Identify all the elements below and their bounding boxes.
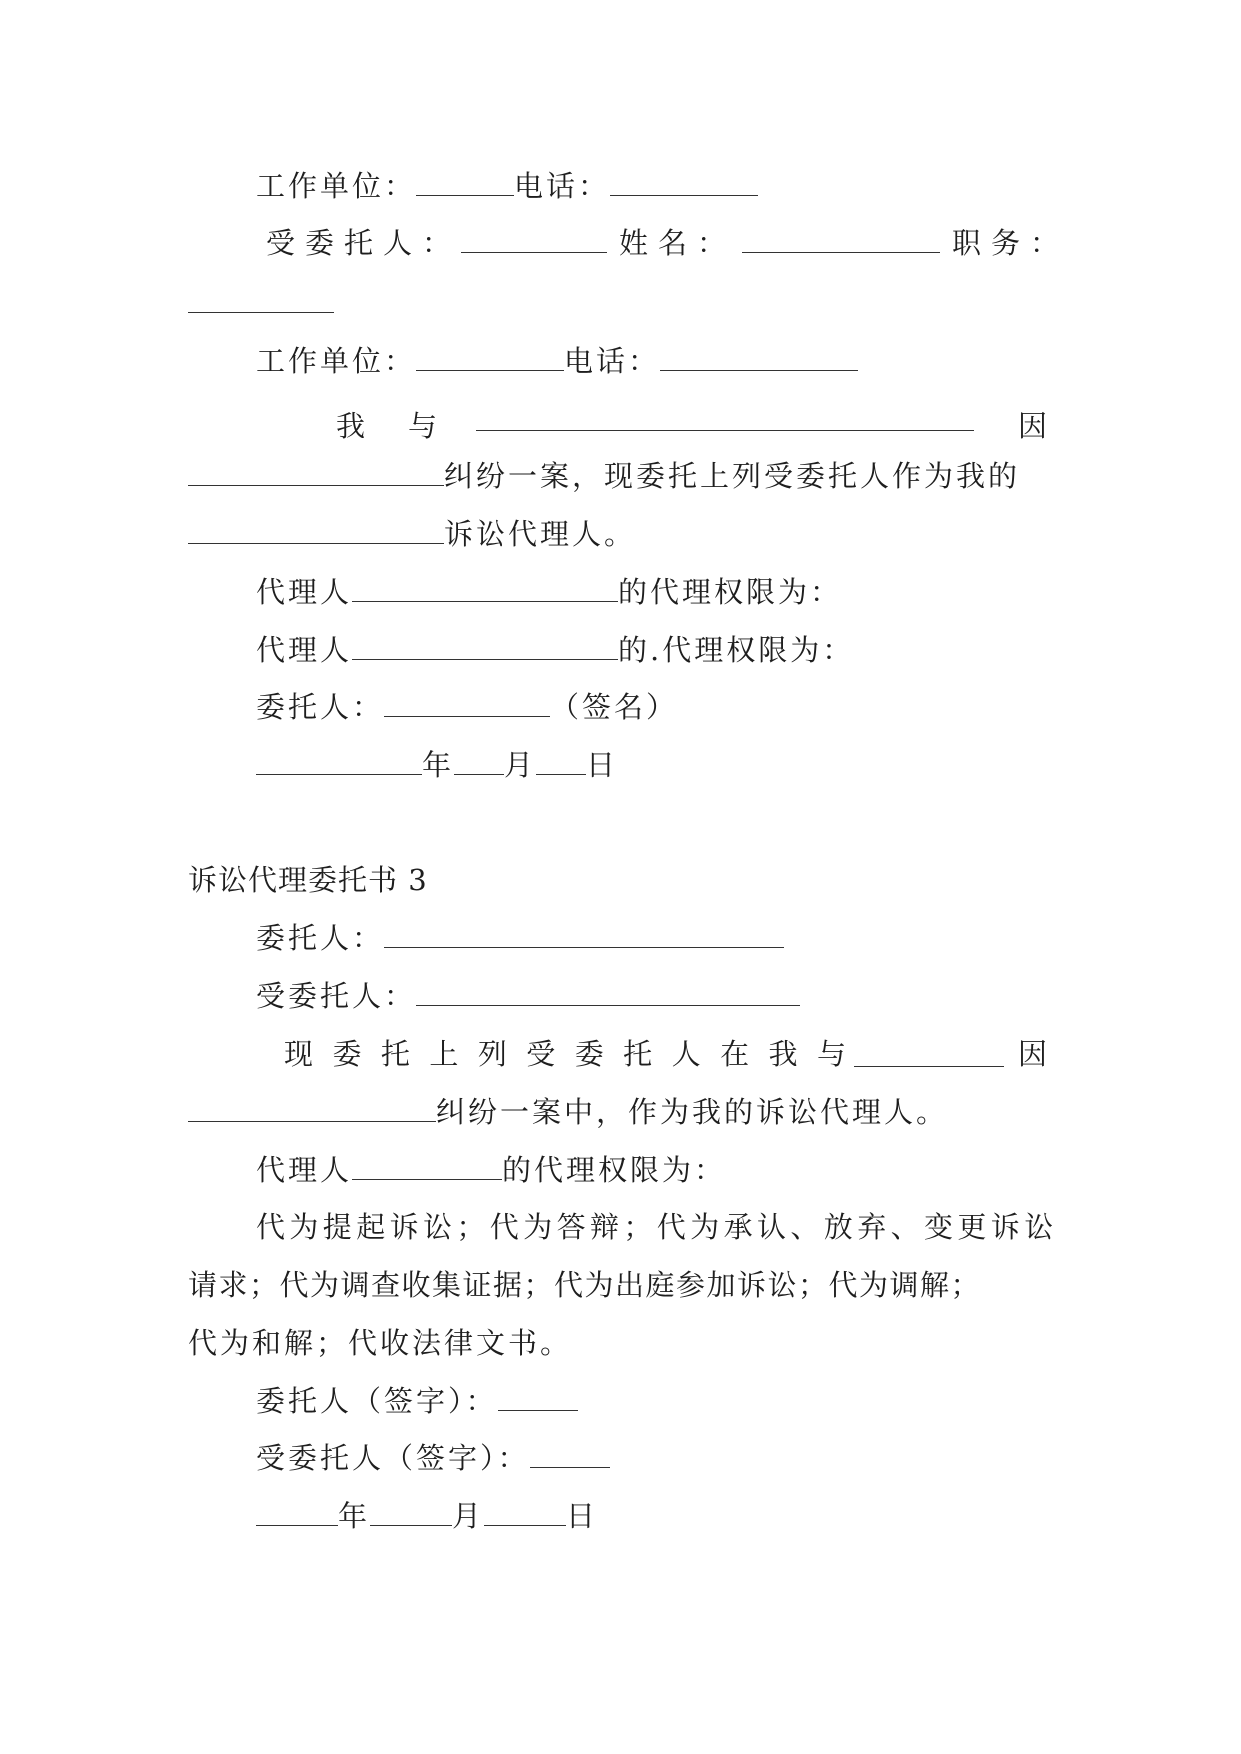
s3-powers-line-1 — [256, 1210, 1058, 1244]
duty-label: 职务： — [952, 226, 1070, 260]
section-3-title-text: 诉讼代理委托书 3 — [188, 863, 428, 897]
phone-blank — [610, 173, 758, 196]
s3-word: 托 — [623, 1037, 653, 1071]
s3-powers-line-2-text: 请求；代为调查收集证据；代为出庭参加诉讼；代为调解； — [188, 1268, 982, 1302]
statement-line-1 — [0, 404, 1241, 444]
statement-word-yu: 与 — [408, 409, 438, 443]
s3-statement-line-2 — [188, 1095, 949, 1129]
s3-statement-line-2-text: 纠纷一案中，作为我的诉讼代理人。 — [436, 1095, 949, 1129]
phone-label-2: 电话： — [564, 344, 661, 378]
section-3-title — [188, 863, 428, 897]
s3-dispute-blank — [188, 1099, 436, 1122]
s3-authority-suffix: 的代理权限为： — [502, 1153, 727, 1187]
phone-blank-2 — [660, 348, 858, 371]
s3-principal-sign-blank — [498, 1388, 578, 1411]
s3-day-blank — [484, 1503, 566, 1526]
statement-word-wo: 我 — [336, 409, 366, 443]
principal-blank — [384, 694, 550, 717]
s3-authority-row — [256, 1153, 727, 1187]
year-blank — [256, 752, 422, 775]
s3-word: 上 — [429, 1037, 459, 1071]
s3-principal-row — [256, 921, 784, 955]
s3-statement-words — [284, 1037, 846, 1071]
s3-authority-prefix: 代理人 — [256, 1153, 353, 1187]
agent-type-blank — [188, 521, 444, 544]
authority-1-prefix: 代理人 — [256, 575, 353, 609]
s3-word: 我 — [768, 1037, 798, 1071]
s3-agent-label: 受委托人： — [256, 979, 417, 1013]
authority-row-2 — [256, 633, 855, 667]
s3-powers-line-3-text: 代为和解；代收法律文书。 — [188, 1326, 573, 1360]
s3-word: 托 — [380, 1037, 410, 1071]
s3-powers-line-2 — [188, 1268, 982, 1302]
s3-word: 受 — [526, 1037, 556, 1071]
sign-note: （签名） — [550, 690, 679, 724]
s3-powers-line-3 — [188, 1326, 573, 1360]
s3-word: 人 — [671, 1037, 701, 1071]
s3-authority-blank — [352, 1157, 502, 1180]
name-label: 姓名： — [619, 226, 737, 260]
authority-2-suffix: 的.代理权限为： — [618, 633, 855, 667]
s3-year-label: 年 — [338, 1499, 371, 1533]
s3-agent-row — [256, 979, 800, 1013]
s3-principal-sign-label: 委托人（签字）： — [256, 1384, 498, 1418]
work-unit-label-2: 工作单位： — [256, 344, 417, 378]
statement-line-3 — [188, 517, 637, 551]
name-blank — [742, 230, 940, 253]
s3-word: 在 — [720, 1037, 750, 1071]
authority-2-blank — [352, 637, 618, 660]
work-unit-blank — [416, 173, 514, 196]
s3-word: 现 — [284, 1037, 314, 1071]
statement-line-2 — [188, 459, 1021, 493]
statement-word-yin: 因 — [1018, 409, 1048, 443]
year-label: 年 — [422, 748, 455, 782]
day-label: 日 — [586, 748, 619, 782]
statement-line-2-text: 纠纷一案，现委托上列受委托人作为我的 — [444, 459, 1021, 493]
authority-2-prefix: 代理人 — [256, 633, 353, 667]
s3-month-label: 月 — [452, 1499, 485, 1533]
agent-row — [266, 226, 1070, 260]
statement-line-3-text: 诉讼代理人。 — [444, 517, 637, 551]
s3-principal-sign-row — [256, 1384, 578, 1418]
s3-word: 委 — [332, 1037, 362, 1071]
s3-powers-line-1-text: 代为提起诉讼；代为答辩；代为承认、放弃、变更诉讼 — [256, 1210, 1058, 1244]
s3-day-label: 日 — [566, 1499, 599, 1533]
principal-row — [256, 690, 679, 724]
work-unit-row-2 — [256, 344, 858, 378]
s3-year-blank — [256, 1503, 338, 1526]
s3-agent-sign-row — [256, 1441, 610, 1475]
opponent-blank — [476, 404, 974, 431]
s3-statement-line-1 — [0, 1037, 1241, 1080]
s3-agent-sign-blank — [530, 1445, 610, 1468]
s3-word: 列 — [477, 1037, 507, 1071]
s3-agent-blank — [416, 983, 800, 1006]
s3-month-blank — [370, 1503, 452, 1526]
principal-label: 委托人： — [256, 690, 385, 724]
work-unit-label: 工作单位： — [256, 169, 417, 203]
day-blank — [536, 752, 586, 775]
authority-1-blank — [352, 579, 618, 602]
authority-row-1 — [256, 575, 843, 609]
authority-1-suffix: 的代理权限为： — [618, 575, 843, 609]
s3-agent-sign-label: 受委托人（签字）： — [256, 1441, 530, 1475]
work-unit-blank-2 — [416, 348, 564, 371]
s3-principal-label: 委托人： — [256, 921, 385, 955]
agent-label: 受委托人： — [266, 226, 462, 260]
month-blank — [454, 752, 504, 775]
s3-date-row — [256, 1499, 599, 1533]
s3-word-yin: 因 — [1018, 1037, 1048, 1071]
s3-word: 委 — [574, 1037, 604, 1071]
work-unit-row — [256, 169, 758, 203]
s3-opponent-blank — [854, 1040, 1004, 1067]
duty-blank — [188, 294, 334, 313]
agent-blank — [461, 230, 607, 253]
date-row-1 — [256, 748, 619, 782]
dispute-blank — [188, 463, 444, 486]
month-label: 月 — [504, 748, 537, 782]
s3-word: 与 — [816, 1037, 846, 1071]
phone-label: 电话： — [514, 169, 611, 203]
s3-principal-blank — [384, 925, 784, 948]
